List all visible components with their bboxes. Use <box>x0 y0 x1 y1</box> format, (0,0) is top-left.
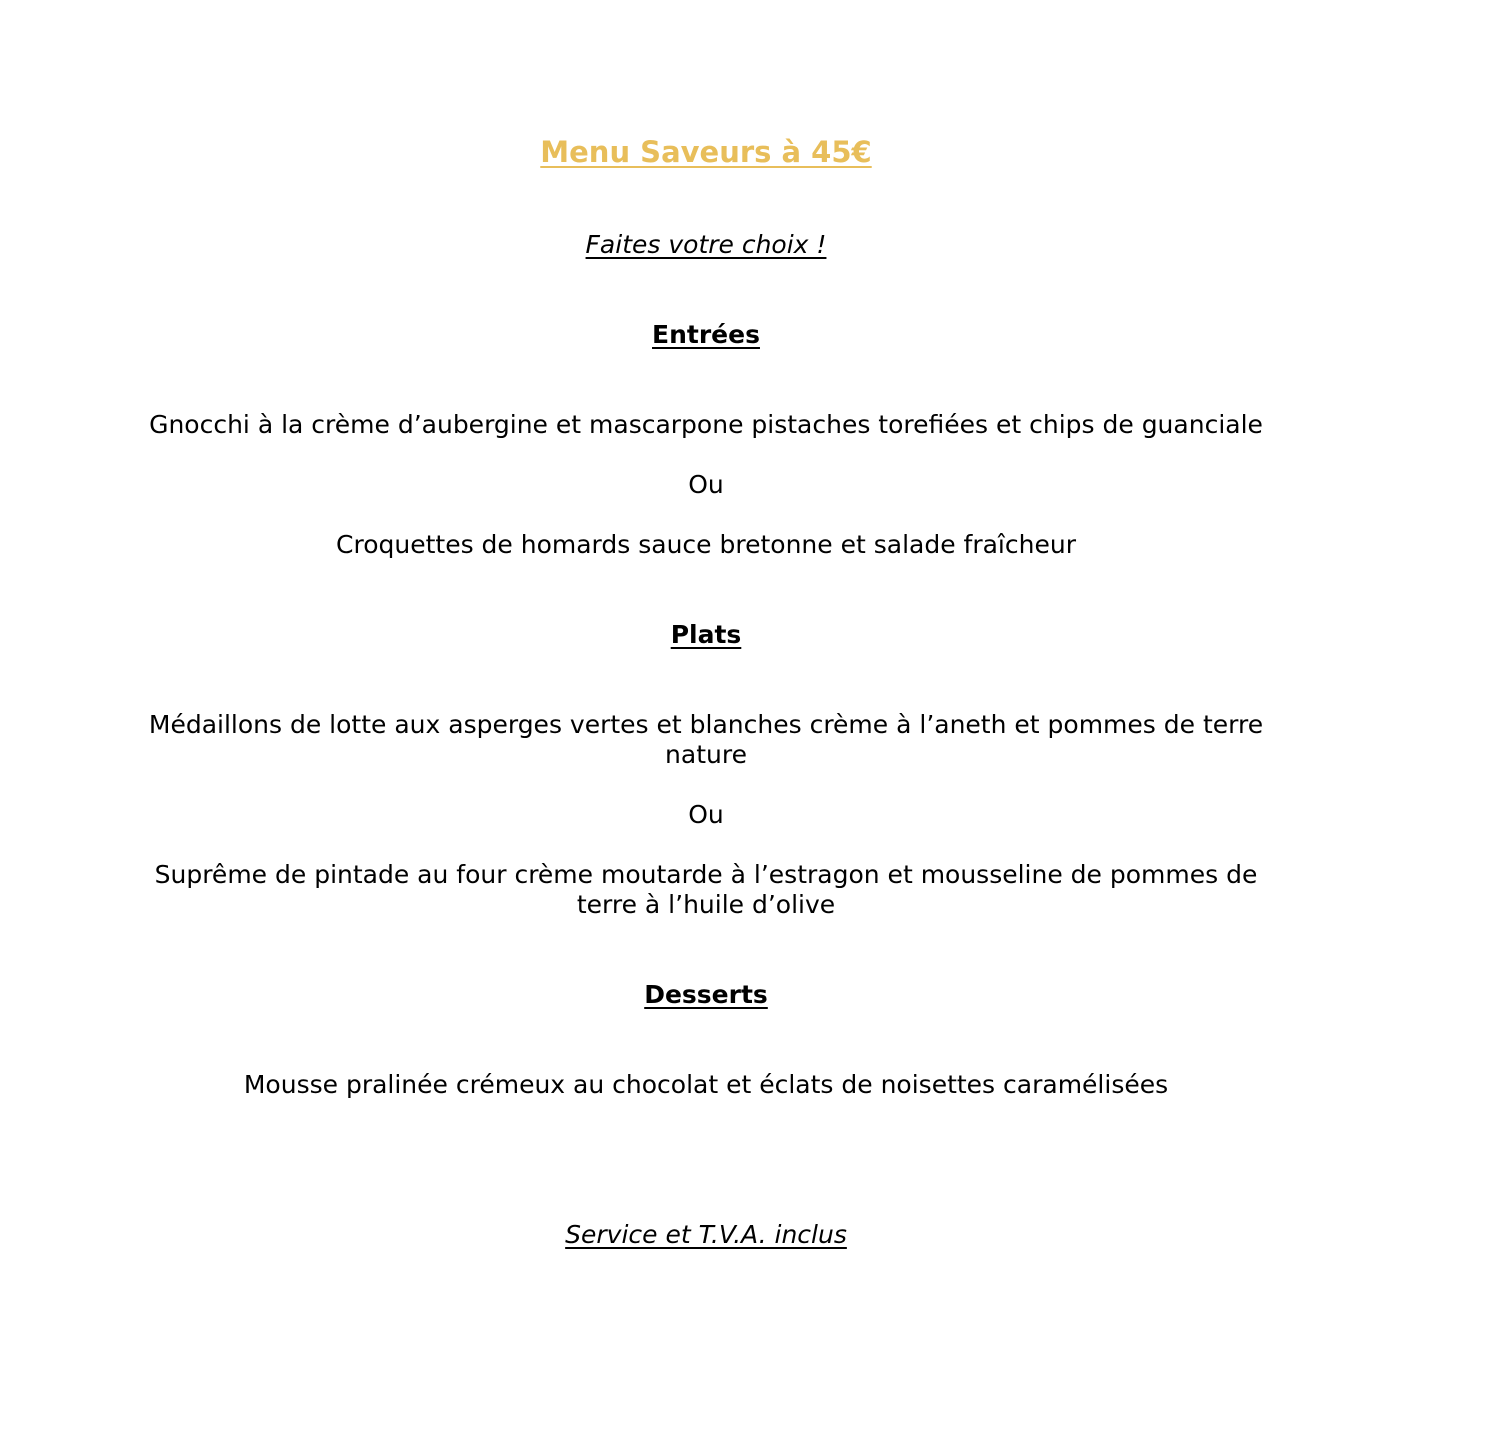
plat-option-2-line-2: terre à l’huile d’olive <box>576 890 836 919</box>
menu-footer: Service et T.V.A. inclus <box>565 1220 847 1249</box>
plat-separator: Ou <box>688 800 724 829</box>
section-heading-entrees: Entrées <box>652 320 760 349</box>
dessert-option-1: Mousse pralinée crémeux au chocolat et éclats de noisettes caramélisées <box>243 1070 1169 1099</box>
menu-subtitle: Faites votre choix ! <box>585 230 827 259</box>
menu-title <box>148 134 1264 170</box>
section-heading-desserts: Desserts <box>644 980 768 1009</box>
plat-option-1-line-1: Médaillons de lotte aux asperges vertes et blanches crème à l’aneth et pommes de terre <box>148 710 1264 739</box>
plat-option-2-line-1: Suprême de pintade au four crème moutarde à l’estragon et mousseline de pommes de <box>154 860 1258 889</box>
entree-separator: Ou <box>688 470 724 499</box>
plat-option-1-line-2: nature <box>665 740 747 769</box>
section-heading-plats: Plats <box>670 620 742 649</box>
menu-title-text: Menu Saveurs à 45€ <box>540 135 872 169</box>
entree-option-1: Gnocchi à la crème d’aubergine et mascarpone pistaches torefiées et chips de guanciale <box>149 410 1263 439</box>
entree-option-2: Croquettes de homards sauce bretonne et salade fraîcheur <box>336 530 1076 559</box>
